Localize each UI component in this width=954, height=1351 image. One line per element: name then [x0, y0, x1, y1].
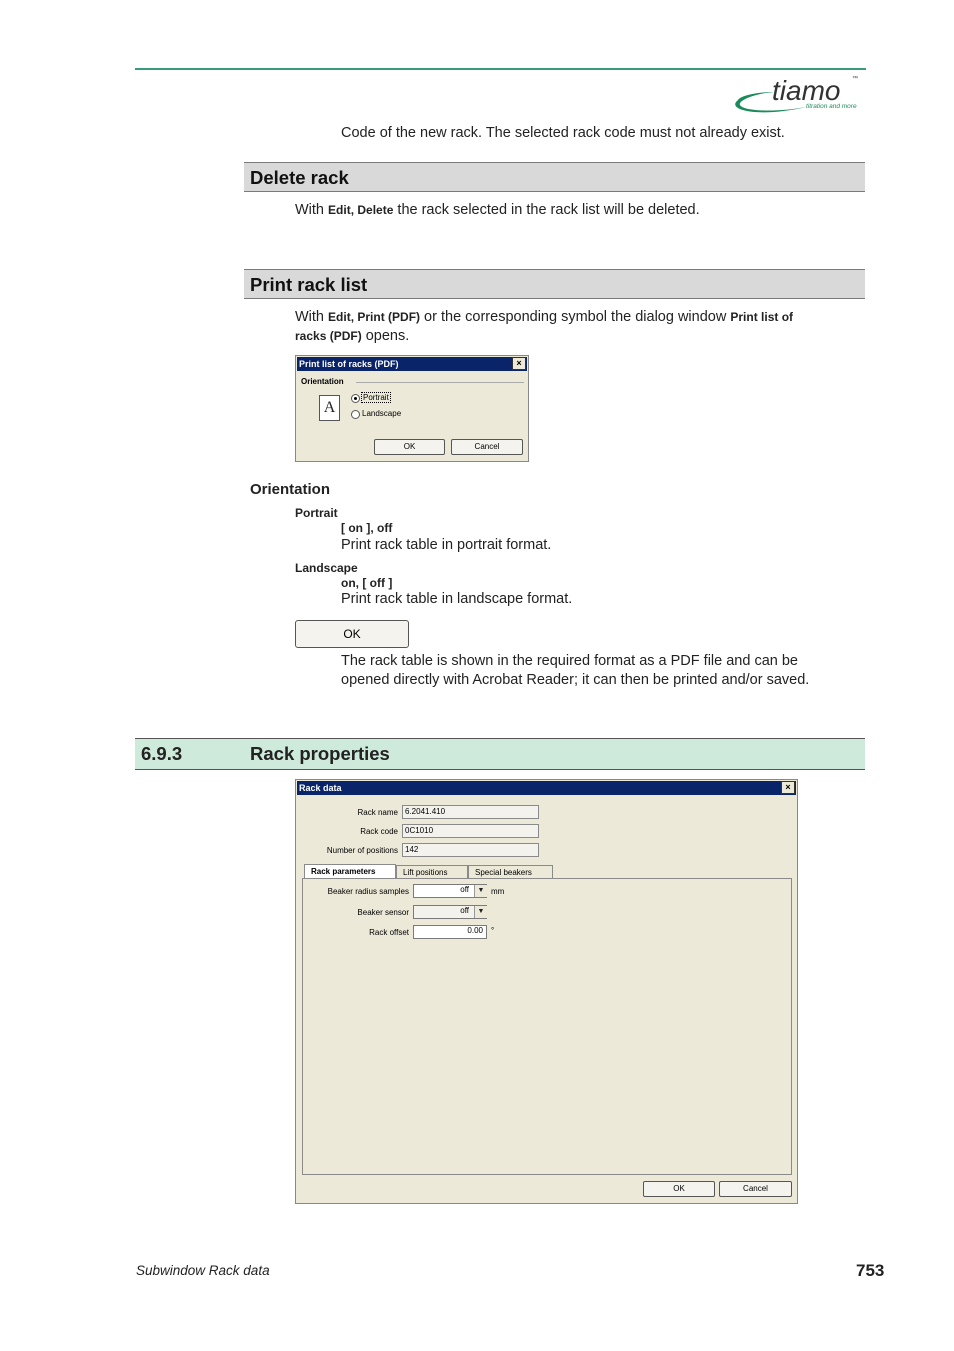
cancel-button[interactable]: Cancel — [719, 1181, 792, 1197]
menu-command: Edit, Delete — [328, 203, 394, 217]
print-text-line1 — [295, 308, 793, 327]
rack-name-label: Rack name — [357, 808, 398, 817]
section-title: Rack properties — [250, 743, 390, 764]
beaker-radius-unit: mm — [491, 887, 505, 896]
menu-command: Edit, Print (PDF) — [328, 310, 421, 324]
close-icon[interactable]: × — [781, 781, 795, 794]
ok-button[interactable]: OK — [643, 1181, 715, 1197]
radio-portrait-label: Portrait — [363, 393, 389, 402]
group-divider — [356, 382, 524, 383]
landscape-desc: Print rack table in landscape format. — [341, 591, 573, 607]
rack-offset-input[interactable]: 0.00 — [413, 925, 487, 939]
portrait-values: [ on ], off — [341, 521, 393, 535]
tab-panel — [302, 878, 792, 1175]
radio-landscape[interactable] — [351, 410, 360, 419]
rack-data-dialog — [295, 779, 798, 1204]
tab-rack-parameters[interactable]: Rack parameters — [304, 864, 396, 879]
delete-rack-text — [295, 201, 700, 220]
svg-text:tiamo: tiamo — [772, 75, 841, 106]
ok-desc-line1: The rack table is shown in the required format as a PDF file and can be — [341, 653, 798, 669]
heading-delete-rack-label: Delete rack — [250, 167, 349, 188]
beaker-sensor-select[interactable]: off — [413, 905, 487, 919]
rack-offset-label: Rack offset — [369, 928, 409, 937]
text-rest: opens. — [361, 328, 410, 344]
radio-selected-dot — [354, 397, 357, 400]
tab-lift-positions[interactable]: Lift positions — [396, 865, 468, 879]
text-with: With — [295, 309, 329, 325]
text-with: With — [295, 202, 329, 218]
svg-text:™: ™ — [852, 76, 858, 82]
orientation-heading: Orientation — [250, 481, 331, 498]
text-rest: or the corresponding symbol the dialog window — [420, 309, 731, 325]
text-rest: the rack selected in the rack list will be deleted. — [393, 202, 700, 218]
rack-dialog-title: Rack data — [299, 783, 342, 793]
ok-button-image[interactable]: OK — [295, 620, 409, 648]
ok-button[interactable]: OK — [374, 439, 445, 455]
tiamo-logo — [726, 72, 868, 114]
dialog-name: Print list of — [730, 310, 794, 324]
landscape-label: Landscape — [295, 561, 358, 575]
radio-portrait[interactable] — [351, 394, 360, 403]
print-dialog — [295, 355, 529, 462]
orientation-group-label: Orientation — [301, 377, 344, 386]
print-dialog-title: Print list of racks (PDF) — [299, 359, 399, 369]
radio-landscape-label: Landscape — [362, 409, 402, 418]
print-text-line2 — [295, 327, 409, 346]
beaker-radius-label: Beaker radius samples — [327, 887, 409, 896]
rack-dialog-titlebar — [297, 781, 796, 795]
section-number: 6.9.3 — [141, 743, 183, 764]
heading-print-rack-list-label: Print rack list — [250, 274, 368, 295]
landscape-values: on, [ off ] — [341, 576, 393, 590]
footer-title: Subwindow Rack data — [136, 1263, 270, 1278]
intro-text: Code of the new rack. The selected rack code must not already exist. — [341, 125, 785, 141]
dialog-name: racks (PDF) — [295, 329, 362, 343]
positions-field: 142 — [402, 843, 539, 857]
tab-special-beakers[interactable]: Special beakers — [468, 865, 553, 879]
rack-code-label: Rack code — [360, 827, 398, 836]
heading-print-rack-list — [244, 269, 865, 299]
beaker-radius-select[interactable]: off — [413, 884, 487, 898]
beaker-sensor-label: Beaker sensor — [357, 908, 409, 917]
portrait-label: Portrait — [295, 506, 338, 520]
page-number: 753 — [856, 1261, 885, 1280]
positions-label: Number of positions — [326, 846, 398, 855]
section-heading — [135, 738, 865, 770]
heading-delete-rack — [244, 162, 865, 192]
print-dialog-titlebar — [297, 357, 527, 371]
header-rule — [135, 68, 866, 70]
cancel-button[interactable]: Cancel — [451, 439, 523, 455]
rack-offset-unit: ° — [491, 926, 495, 935]
close-icon[interactable]: × — [512, 357, 526, 370]
ok-desc-line2: opened directly with Acrobat Reader; it can then be printed and/or saved. — [341, 672, 810, 688]
rack-code-field: 0C1010 — [402, 824, 539, 838]
chevron-down-icon[interactable]: ▼ — [474, 906, 487, 918]
portrait-desc: Print rack table in portrait format. — [341, 537, 552, 553]
rack-name-field: 6.2041.410 — [402, 805, 539, 819]
svg-text:titration and more: titration and more — [806, 103, 857, 110]
chevron-down-icon[interactable]: ▼ — [474, 885, 487, 897]
page-orientation-icon: A — [319, 395, 340, 421]
